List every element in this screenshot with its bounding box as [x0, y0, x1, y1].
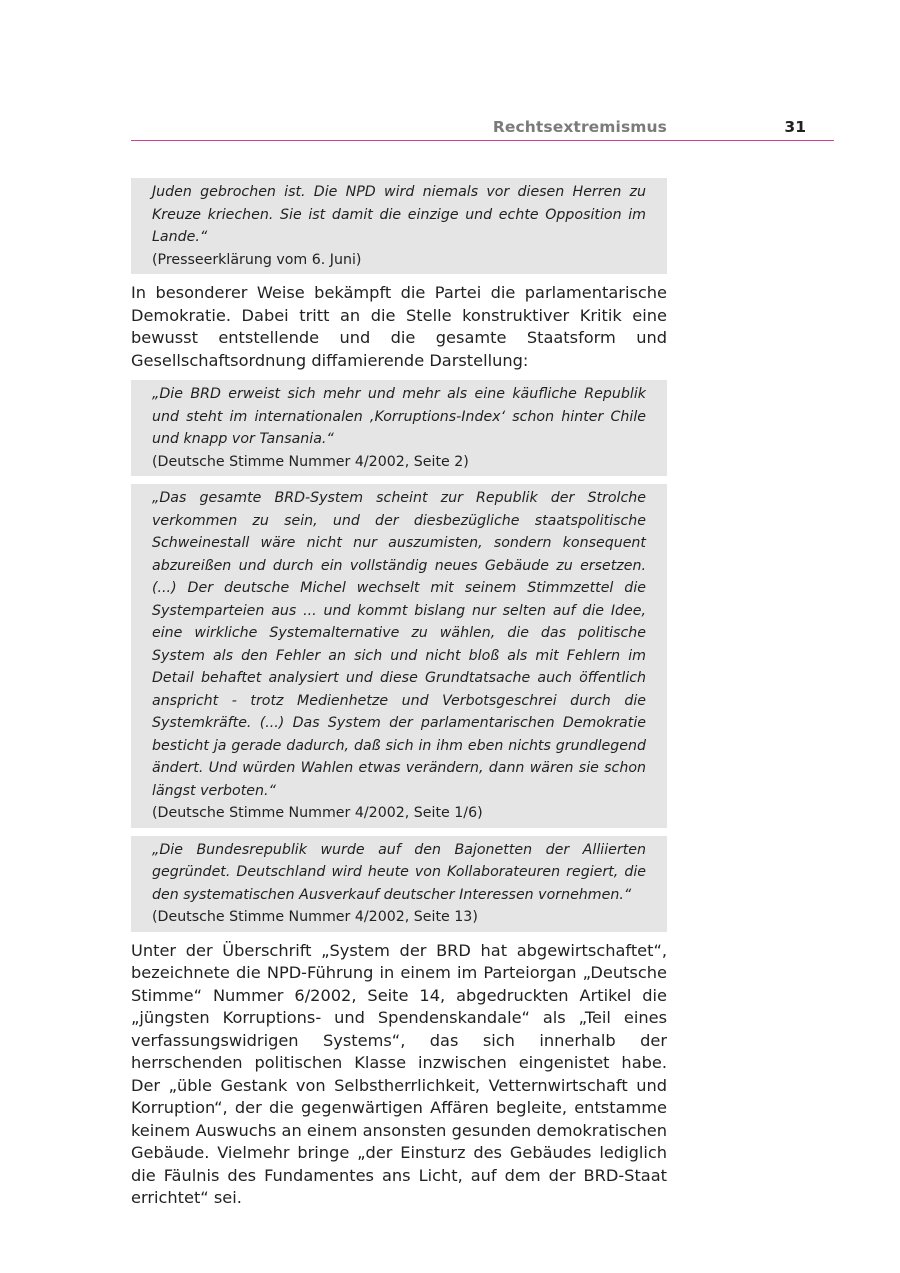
page-number: 31 — [784, 118, 806, 136]
page-body — [131, 178, 667, 1218]
quote-text: Juden gebrochen ist. Die NPD wird niemals vor diesen Herren zu Kreuze kriechen. Sie ist damit die einzige und echte Opposition im Lande.“ — [152, 184, 646, 245]
quote-box — [131, 836, 667, 932]
quote-source: (Deutsche Stimme Nummer 4/2002, Seite 2) — [152, 453, 469, 470]
quote-source: (Presseerklärung vom 6. Juni) — [152, 251, 362, 268]
quote-source: (Deutsche Stimme Nummer 4/2002, Seite 13) — [152, 909, 478, 925]
quote-text: „Die Bundesrepublik wurde auf den Bajonetten der Alliierten gegründet. Deutschland wird heute von Kollaborateuren regiert, die den systematischen Ausverkauf deutscher Interessen vornehmen.“ — [152, 841, 646, 903]
quote-source: (Deutsche Stimme Nummer 4/2002, Seite 1/6) — [152, 805, 483, 821]
quote-text: „Die BRD erweist sich mehr und mehr als eine käufliche Republik und steht im internationalen ‚Korruptions-Index‘ schon hinter Chile und knapp vor Tansania.“ — [152, 386, 646, 447]
body-paragraph: Unter der Überschrift „System der BRD hat abgewirtschaftet“, bezeichnete die NPD-Führung in einem im Parteiorgan „Deutsche Stimme“ Nummer 6/2002, Seite 14, abgedruckten Artikel die „jüngsten Korruptions- und Spendenskandale“ als „Teil eines verfassungswidrigen Systems“, das sich innerhalb der herrschenden politischen Klasse inzwischen eingenistet habe. Der „üble Gestank von Selbstherrlichkeit, Vetternwirtschaft und Korruption“, der die gegenwärtigen Affären begleite, entstamme keinem Auswuchs an einem ansonsten gesunden demokratischen Gebäude. Vielmehr bringe „der Einsturz des Gebäudes lediglich die Fäulnis des Fundamentes ans Licht, auf dem der BRD-Staat errichtet“ sei. — [131, 940, 667, 1207]
running-header — [131, 118, 834, 141]
body-paragraph: In besonderer Weise bekämpft die Partei die parlamentarische Demokratie. Dabei tritt an die Stelle konstruktiver Kritik eine bewusst entstellende und die gesamte Staatsform und Gesellschaftsordnung diffamierende Darstellung: — [131, 283, 667, 370]
running-header-title: Rechtsextremismus — [492, 118, 667, 136]
quote-box — [131, 380, 667, 476]
quote-box — [131, 178, 667, 274]
quote-text: „Das gesamte BRD-System scheint zur Republik der Strolche verkommen zu sein, und der diesbezügliche staatspolitische Schweinestall wäre nicht nur auszumisten, sondern konsequent abzureißen und durch ein vollständig neues Gebäude zu ersetzen. (...) Der deutsche Michel wechselt mit seinem Stimmzettel die Systemparteien aus ... und kommt bislang nur selten auf die Idee, eine wirkliche Systemalternative zu wählen, die das politische System als den Fehler an sich und nicht bloß als mit Fehlern im Detail behaftet analysiert und diese Grundtatsache auch öffentlich anspricht - trotz Medienhetze und Verbotsgeschrei durch die Systemkräfte. (...) Das System der parlamentarischen Demokratie besticht ja gerade dadurch, daß sich in ihm eben nichts grundlegend ändert. Und würden Wahlen etwas verändern, dann wären sie schon längst verboten.“ — [152, 490, 646, 799]
quote-box — [131, 484, 667, 828]
